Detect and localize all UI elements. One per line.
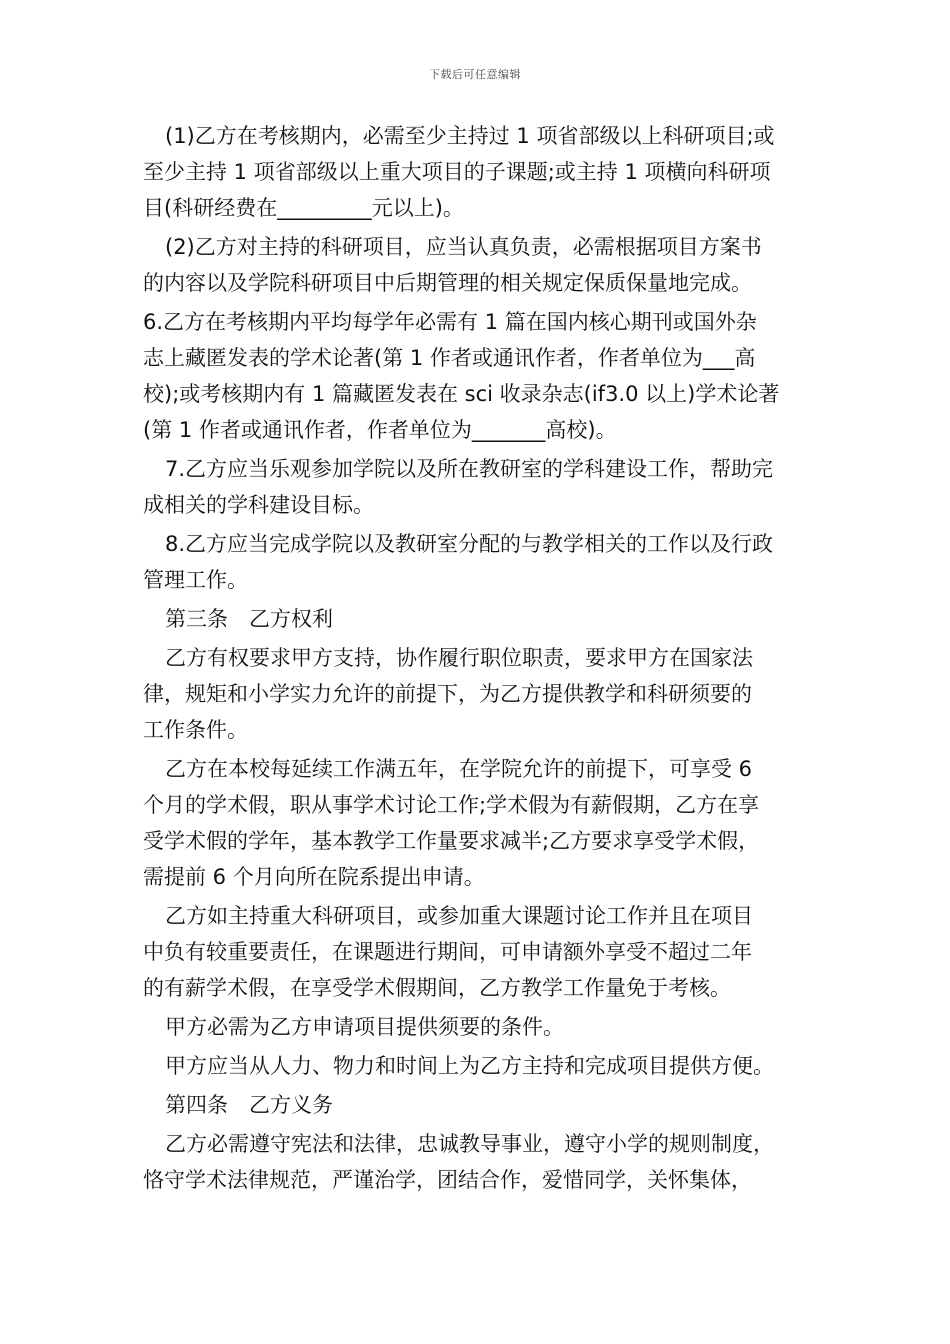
text-line: 志上藏匿发表的学术论著(第 1 作者或通讯作者，作者单位为___高	[143, 346, 756, 370]
paragraph	[143, 451, 813, 523]
text-line: 需提前 6 个月向所在院系提出申请。	[143, 865, 485, 889]
text-line: (1)乙方在考核期内，必需至少主持过 1 项省部级以上科研项目;或	[165, 124, 775, 148]
text-line: 工作条件。	[143, 718, 248, 742]
text-line: 恪守学术法律规范，严谨治学，团结合作，爱惜同学，关怀集体，	[143, 1168, 752, 1192]
paragraph	[143, 229, 813, 301]
text-line: 至少主持 1 项省部级以上重大项目的子课题;或主持 1 项横向科研项	[143, 160, 771, 184]
text-line: 乙方如主持重大科研项目，或参加重大课题讨论工作并且在项目	[165, 904, 753, 928]
paragraph	[143, 898, 813, 1006]
paragraph	[143, 640, 813, 748]
paragraph	[143, 1087, 813, 1123]
paragraph	[143, 118, 813, 226]
text-line: 的内容以及学院科研项目中后期管理的相关规定保质保量地完成。	[143, 271, 752, 295]
paragraph	[143, 1126, 813, 1198]
paragraph	[143, 1048, 813, 1084]
text-line: 受学术假的学年，基本教学工作量要求减半;乙方要求享受学术假，	[143, 829, 760, 853]
text-line: 第三条 乙方权利	[165, 607, 333, 631]
paragraph	[143, 304, 813, 448]
text-line: 校);或考核期内有 1 篇藏匿发表在 sci 收录杂志(if3.0 以上)学术论著	[143, 382, 780, 406]
text-line: 管理工作。	[143, 568, 248, 592]
text-line: (2)乙方对主持的科研项目，应当认真负责，必需根据项目方案书	[165, 235, 762, 259]
text-line: 乙方有权要求甲方支持，协作履行职位职责，要求甲方在国家法	[165, 646, 753, 670]
text-line: 乙方在本校每延续工作满五年，在学院允许的前提下，可享受 6	[165, 757, 753, 781]
document-body	[143, 118, 813, 1201]
text-line: 第四条 乙方义务	[165, 1093, 333, 1117]
text-line: 7.乙方应当乐观参加学院以及所在教研室的学科建设工作，帮助完	[165, 457, 774, 481]
paragraph	[143, 526, 813, 598]
page-header: 下载后可任意编辑	[429, 68, 521, 81]
text-line: (第 1 作者或通讯作者，作者单位为_______高校)。	[143, 418, 617, 442]
text-line: 乙方必需遵守宪法和法律，忠诚教导事业，遵守小学的规则制度，	[165, 1132, 774, 1156]
text-line: 中负有较重要责任，在课题进行期间，可申请额外享受不超过二年	[143, 940, 752, 964]
paragraph	[143, 601, 813, 637]
text-line: 6.乙方在考核期内平均每学年必需有 1 篇在国内核心期刊或国外杂	[143, 310, 757, 334]
text-line: 目(科研经费在_________元以上)。	[143, 196, 464, 220]
text-line: 律，规矩和小学实力允许的前提下，为乙方提供教学和科研须要的	[143, 682, 752, 706]
paragraph	[143, 1009, 813, 1045]
paragraph	[143, 751, 813, 895]
text-line: 甲方应当从人力、物力和时间上为乙方主持和完成项目提供方便。	[165, 1054, 774, 1078]
text-line: 成相关的学科建设目标。	[143, 493, 374, 517]
text-line: 的有薪学术假，在享受学术假期间，乙方教学工作量免于考核。	[143, 976, 731, 1000]
text-line: 甲方必需为乙方申请项目提供须要的条件。	[165, 1015, 564, 1039]
text-line: 8.乙方应当完成学院以及教研室分配的与教学相关的工作以及行政	[165, 532, 774, 556]
text-line: 个月的学术假，职从事学术讨论工作;学术假为有薪假期，乙方在享	[143, 793, 760, 817]
